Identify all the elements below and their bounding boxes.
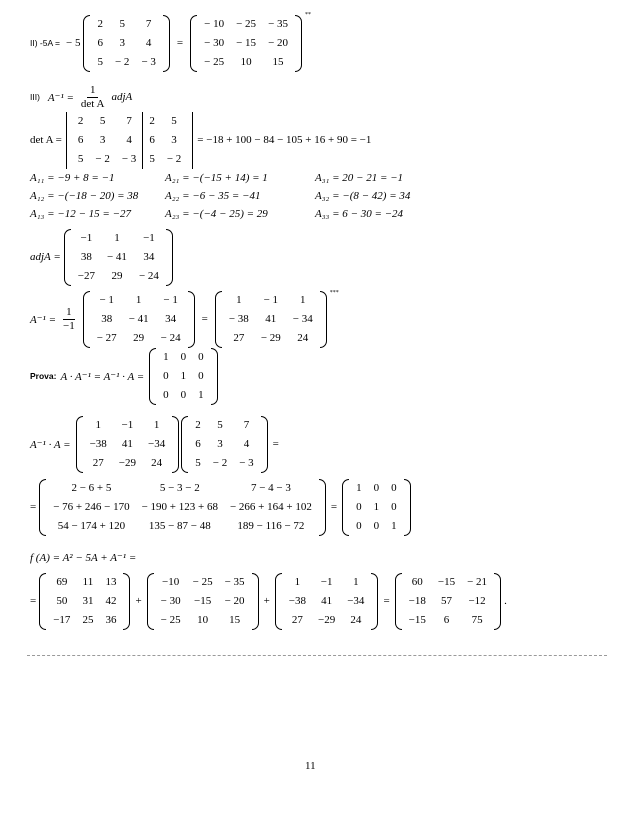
fa-period: . xyxy=(504,595,507,607)
matrix-cell: 1 xyxy=(163,350,169,363)
fa-row xyxy=(30,570,507,632)
matrix-cell: − 1 xyxy=(99,293,114,306)
matrix-cell: 34 xyxy=(165,312,177,325)
fa-definition-row xyxy=(30,548,136,566)
fa-plus-1: + xyxy=(135,595,142,607)
matrix-row xyxy=(47,611,122,630)
matrix-cell: 41 xyxy=(121,437,133,450)
product-identity-matrix xyxy=(341,479,412,536)
matrix-cell: −34 xyxy=(347,594,365,607)
matrix-cell: − 2 xyxy=(95,152,110,165)
fa-equals: = xyxy=(30,595,37,607)
prova-label: Prova: xyxy=(30,371,57,381)
matrix-cell: −38 xyxy=(288,594,306,607)
matrix-cell: 0 xyxy=(180,388,187,401)
matrix-row xyxy=(72,248,165,267)
page-number: 11 xyxy=(305,760,316,772)
fa-matrix-inverse xyxy=(274,573,380,630)
step3-row xyxy=(30,80,132,114)
matrix-cell: − 38 xyxy=(228,312,249,325)
prova-identity-table xyxy=(157,348,210,405)
matrix-cell: 0 xyxy=(163,369,169,382)
matrix-cell: 10 xyxy=(240,55,252,68)
matrix-cell: −29 xyxy=(118,456,137,469)
matrix-cell: 31 xyxy=(82,594,94,607)
matrix-cell: 1 xyxy=(114,231,120,244)
matrix-cell: 0 xyxy=(391,481,397,494)
inverse-lhs: A⁻¹ = xyxy=(30,313,56,326)
matrix-cell: 5 xyxy=(171,114,177,127)
matrix-cell: 4 xyxy=(243,437,250,450)
matrix-row xyxy=(350,479,403,498)
matrix-row xyxy=(283,592,371,611)
matrix-cell: −38 xyxy=(89,437,107,450)
step3-label: III) xyxy=(30,92,40,102)
matrix-cell: 42 xyxy=(105,594,117,607)
matrix-row xyxy=(198,53,294,72)
det-matrix-table xyxy=(72,112,187,169)
matrix-row xyxy=(198,34,294,53)
matrix-row xyxy=(198,15,294,34)
matrix-cell: 11 xyxy=(82,575,94,588)
matrix-row xyxy=(189,435,259,454)
matrix-cell: 1 xyxy=(353,575,359,588)
matrix-row xyxy=(223,310,319,329)
matrix-cell: 15 xyxy=(272,55,284,68)
matrix-cell: 5 xyxy=(217,418,223,431)
matrix-cell: 4 xyxy=(145,36,152,49)
matrix-cell: 25 xyxy=(82,613,94,626)
fa-matrix-minus-5a xyxy=(146,573,260,630)
step2-matrix-result xyxy=(189,15,303,72)
product-expanded-row xyxy=(30,476,412,538)
matrix-row xyxy=(47,498,318,517)
product-result-equals: = xyxy=(330,501,338,513)
step2-label: II) -5A = xyxy=(30,38,60,48)
matrix-cell: − 20 xyxy=(224,594,245,607)
matrix-row xyxy=(91,53,161,72)
inverse-footnote-mark: *** xyxy=(329,290,339,296)
matrix-cell: 27 xyxy=(92,456,104,469)
matrix-cell: − 3 xyxy=(239,456,254,469)
matrix-cell: 57 xyxy=(440,594,452,607)
matrix-cell: − 25 xyxy=(160,613,181,626)
inverse-equals: = xyxy=(201,313,208,325)
matrix-row xyxy=(350,517,403,536)
cofactor-grid xyxy=(30,172,610,228)
matrix-cell: 5 xyxy=(143,150,161,169)
matrix-cell: 4 xyxy=(126,133,132,146)
matrix-cell: 36 xyxy=(105,613,117,626)
cofactor-a21: A₂₁ = −(−15 + 14) = 1 xyxy=(165,172,268,184)
matrix-cell: 189 − 116 − 72 xyxy=(237,519,305,532)
step3-frac-den: det A xyxy=(80,97,105,110)
matrix-cell: 10 xyxy=(197,613,209,626)
matrix-cell: − 41 xyxy=(128,312,149,325)
matrix-cell: −1 xyxy=(121,418,134,431)
matrix-cell: 3 xyxy=(217,437,223,450)
matrix-row xyxy=(403,592,493,611)
matrix-cell: 13 xyxy=(105,575,117,588)
prova-identity-matrix xyxy=(148,348,219,405)
matrix-cell: 5 xyxy=(99,114,106,127)
product-identity-table xyxy=(350,479,403,536)
matrix-row xyxy=(189,416,259,435)
matrix-cell: 69 xyxy=(56,575,68,588)
matrix-cell: − 30 xyxy=(204,36,225,49)
matrix-cell: − 41 xyxy=(106,250,127,263)
product-equals: = xyxy=(272,438,279,450)
cofactor-a23: A₂₃ = −(−4 − 25) = 29 xyxy=(165,208,268,220)
matrix-cell: − 20 xyxy=(268,36,289,49)
matrix-cell: − 27 xyxy=(96,331,117,344)
step3-rhs: adjA xyxy=(111,91,133,103)
step3-lhs: A⁻¹ = xyxy=(47,91,74,104)
matrix-cell: 7 xyxy=(126,114,132,127)
step2-footnote-mark: ** xyxy=(305,12,312,18)
matrix-cell: 24 xyxy=(297,331,309,344)
cofactor-a12: A₁₂ = −(−18 − 20) = 38 xyxy=(30,190,139,202)
step2-row xyxy=(30,12,311,74)
cofactor-a11: A₁₁ = −9 + 8 = −1 xyxy=(30,172,115,184)
matrix-cell: 29 xyxy=(133,331,145,344)
fa-result-matrix xyxy=(394,573,502,630)
matrix-cell: −12 xyxy=(468,594,486,607)
matrix-cell: 7 xyxy=(243,418,250,431)
matrix-cell: 3 xyxy=(171,133,177,146)
matrix-cell: 34 xyxy=(143,250,155,263)
matrix-cell: 1 xyxy=(236,293,242,306)
step2-matrix-result-table xyxy=(198,15,294,72)
matrix-cell: −15 xyxy=(437,575,456,588)
matrix-cell: − 190 + 123 + 68 xyxy=(141,500,218,513)
section-divider xyxy=(27,655,607,656)
matrix-row xyxy=(47,479,318,498)
matrix-cell: − 24 xyxy=(138,269,159,282)
cofactor-a22: A₂₂ = −6 − 35 = −41 xyxy=(165,190,261,202)
matrix-row xyxy=(350,498,403,517)
matrix-cell: 2 xyxy=(77,114,84,127)
matrix-cell: − 1 xyxy=(163,293,178,306)
matrix-row xyxy=(157,386,210,405)
matrix-row xyxy=(157,348,210,367)
matrix-cell: 5 xyxy=(119,17,125,30)
matrix-cell: −17 xyxy=(53,613,71,626)
matrix-cell: 6 xyxy=(443,613,450,626)
product-matrix-inverse xyxy=(75,416,181,473)
matrix-row xyxy=(403,573,493,592)
matrix-cell: 6 xyxy=(143,131,161,150)
step2-scalar: − 5 xyxy=(66,37,81,49)
matrix-cell: 2 xyxy=(97,17,103,30)
matrix-cell: 0 xyxy=(198,350,204,363)
step2-matrix-a xyxy=(82,15,170,72)
matrix-cell: 1 xyxy=(95,418,101,431)
product-matrix-a-table xyxy=(189,416,259,473)
matrix-cell: 3 xyxy=(99,133,106,146)
inverse-fraction xyxy=(60,306,78,333)
matrix-row xyxy=(72,112,187,131)
matrix-cell: 2 − 6 + 5 xyxy=(71,481,112,494)
product-matrix-a xyxy=(180,416,268,473)
cofactor-a32: A₃₂ = −(8 − 42) = 34 xyxy=(315,190,411,202)
matrix-row xyxy=(91,329,187,348)
product-row xyxy=(30,414,279,474)
matrix-cell: 135 − 87 − 48 xyxy=(148,519,211,532)
matrix-cell: − 21 xyxy=(467,575,488,588)
matrix-cell: − 30 xyxy=(160,594,181,607)
adj-matrix xyxy=(63,229,174,286)
matrix-cell: 5 xyxy=(195,456,201,469)
matrix-cell: 0 xyxy=(373,519,380,532)
step2-matrix-a-table xyxy=(91,15,161,72)
adj-lhs: adjA = xyxy=(30,251,61,263)
matrix-cell: 7 xyxy=(145,17,152,30)
matrix-row xyxy=(157,367,210,386)
matrix-row xyxy=(155,611,251,630)
matrix-cell: 0 xyxy=(180,350,187,363)
matrix-row xyxy=(223,329,319,348)
matrix-cell: − 24 xyxy=(160,331,181,344)
adj-matrix-table xyxy=(72,229,165,286)
matrix-cell: − 29 xyxy=(260,331,281,344)
matrix-row xyxy=(84,416,172,435)
matrix-cell: − 25 xyxy=(236,17,257,30)
matrix-cell: 38 xyxy=(101,312,113,325)
matrix-cell: 7 − 4 − 3 xyxy=(250,481,291,494)
matrix-cell: 0 xyxy=(391,500,397,513)
matrix-cell: 0 xyxy=(198,369,204,382)
matrix-row xyxy=(47,573,122,592)
fa-definition: f (A) = A² − 5A + A⁻¹ = xyxy=(30,551,137,564)
product-expanded-equals: = xyxy=(30,501,37,513)
fa-plus-2: + xyxy=(263,595,270,607)
matrix-cell: −15 xyxy=(194,594,212,607)
matrix-cell: −1 xyxy=(80,231,93,244)
matrix-cell: 29 xyxy=(111,269,123,282)
matrix-cell: 60 xyxy=(411,575,423,588)
matrix-cell: 1 xyxy=(153,418,160,431)
matrix-cell: 5 − 3 − 2 xyxy=(159,481,200,494)
inverse-frac-den: −1 xyxy=(63,319,75,332)
product-lhs: A⁻¹ · A = xyxy=(30,438,71,451)
product-expanded-matrix xyxy=(38,479,327,536)
inverse-frac-num: 1 xyxy=(63,306,75,320)
matrix-cell: 2 xyxy=(195,418,201,431)
matrix-cell: 0 xyxy=(163,388,169,401)
step3-frac-num: 1 xyxy=(87,84,99,98)
matrix-cell: 1 xyxy=(356,481,362,494)
det-expression: = −18 + 100 − 84 − 105 + 16 + 90 = −1 xyxy=(197,134,372,146)
inverse-adj-matrix xyxy=(82,291,196,348)
matrix-cell: 3 xyxy=(119,36,125,49)
matrix-cell: 41 xyxy=(265,312,277,325)
matrix-row xyxy=(155,573,251,592)
matrix-row xyxy=(72,131,187,150)
matrix-cell: − 34 xyxy=(292,312,313,325)
matrix-cell: 1 xyxy=(300,293,306,306)
matrix-row xyxy=(84,454,172,473)
step3-fraction xyxy=(78,84,108,111)
product-expanded-table xyxy=(47,479,318,536)
matrix-row xyxy=(91,34,161,53)
product-matrix-inverse-table xyxy=(84,416,172,473)
matrix-cell: − 266 + 164 + 102 xyxy=(229,500,312,513)
matrix-cell: − 2 xyxy=(212,456,228,469)
matrix-cell: 6 xyxy=(77,133,84,146)
matrix-row xyxy=(47,517,318,536)
matrix-cell: 2 xyxy=(143,112,161,131)
matrix-cell: 38 xyxy=(80,250,92,263)
matrix-cell: 1 xyxy=(294,575,301,588)
fa-m2-table xyxy=(155,573,251,630)
matrix-cell: − 25 xyxy=(192,575,213,588)
fa-m3-table xyxy=(283,573,371,630)
matrix-cell: − 3 xyxy=(141,55,156,68)
matrix-row xyxy=(223,291,319,310)
fa-matrix-a-squared xyxy=(38,573,131,630)
matrix-cell: 24 xyxy=(151,456,163,469)
fa-m1-table xyxy=(47,573,122,630)
matrix-cell: − 35 xyxy=(268,17,289,30)
matrix-cell: − 76 + 246 − 170 xyxy=(53,500,130,513)
matrix-cell: − 1 xyxy=(263,293,279,306)
matrix-row xyxy=(72,267,165,286)
matrix-row xyxy=(189,454,259,473)
matrix-cell: 54 − 174 + 120 xyxy=(57,519,126,532)
matrix-cell: 1 xyxy=(198,388,204,401)
matrix-cell: 27 xyxy=(233,331,245,344)
matrix-cell: −27 xyxy=(77,269,95,282)
det-lhs: det A = xyxy=(30,134,62,146)
matrix-cell: 6 xyxy=(195,437,201,450)
prova-row xyxy=(30,348,219,404)
matrix-row xyxy=(283,573,371,592)
matrix-row xyxy=(72,229,165,248)
matrix-cell: 1 xyxy=(180,369,187,382)
matrix-cell: − 35 xyxy=(224,575,245,588)
matrix-row xyxy=(91,310,187,329)
matrix-cell: 27 xyxy=(291,613,303,626)
matrix-cell: 75 xyxy=(471,613,483,626)
prova-expression: A · A⁻¹ = A⁻¹ · A = xyxy=(60,370,145,383)
fa-result-table xyxy=(403,573,493,630)
matrix-cell: 6 xyxy=(97,36,103,49)
matrix-cell: − 15 xyxy=(236,36,257,49)
matrix-cell: − 25 xyxy=(204,55,225,68)
fa-result-equals: = xyxy=(383,595,390,607)
inverse-adj-matrix-table xyxy=(91,291,187,348)
matrix-cell: −34 xyxy=(148,437,166,450)
matrix-row xyxy=(72,150,187,169)
matrix-cell: 5 xyxy=(97,55,103,68)
matrix-cell: 15 xyxy=(229,613,241,626)
matrix-cell: −1 xyxy=(320,575,333,588)
matrix-row xyxy=(84,435,172,454)
matrix-cell: 0 xyxy=(356,500,362,513)
matrix-cell: 5 xyxy=(77,152,84,165)
matrix-cell: −15 xyxy=(408,613,426,626)
inverse-row xyxy=(30,290,339,348)
inverse-result-matrix-table xyxy=(223,291,319,348)
matrix-row xyxy=(47,592,122,611)
matrix-cell: 50 xyxy=(56,594,68,607)
cofactor-a13: A₁₃ = −12 − 15 = −27 xyxy=(30,208,131,220)
matrix-cell: − 2 xyxy=(166,152,182,165)
matrix-cell: 1 xyxy=(135,293,142,306)
matrix-cell: − 2 xyxy=(114,55,130,68)
matrix-cell: 1 xyxy=(373,500,380,513)
matrix-row xyxy=(403,611,493,630)
adj-row xyxy=(30,228,174,286)
matrix-cell: −29 xyxy=(318,613,336,626)
step2-equals: = xyxy=(176,37,184,49)
matrix-row xyxy=(283,611,371,630)
matrix-cell: − 10 xyxy=(204,17,225,30)
matrix-cell: − 3 xyxy=(121,152,137,165)
matrix-cell: −10 xyxy=(162,575,180,588)
det-row xyxy=(30,114,371,166)
matrix-cell: −18 xyxy=(408,594,426,607)
matrix-cell: 41 xyxy=(321,594,333,607)
matrix-cell: 0 xyxy=(373,481,380,494)
matrix-cell: −1 xyxy=(143,231,155,244)
matrix-row xyxy=(91,291,187,310)
cofactor-a33: A₃₃ = 6 − 30 = −24 xyxy=(315,208,404,220)
inverse-result-matrix xyxy=(214,291,328,348)
det-matrix xyxy=(66,112,193,169)
cofactor-a31: A₃₁ = 20 − 21 = −1 xyxy=(315,172,404,184)
matrix-cell: 24 xyxy=(350,613,362,626)
matrix-row xyxy=(155,592,251,611)
matrix-cell: 1 xyxy=(391,519,397,532)
matrix-row xyxy=(91,15,161,34)
matrix-cell: 0 xyxy=(356,519,362,532)
